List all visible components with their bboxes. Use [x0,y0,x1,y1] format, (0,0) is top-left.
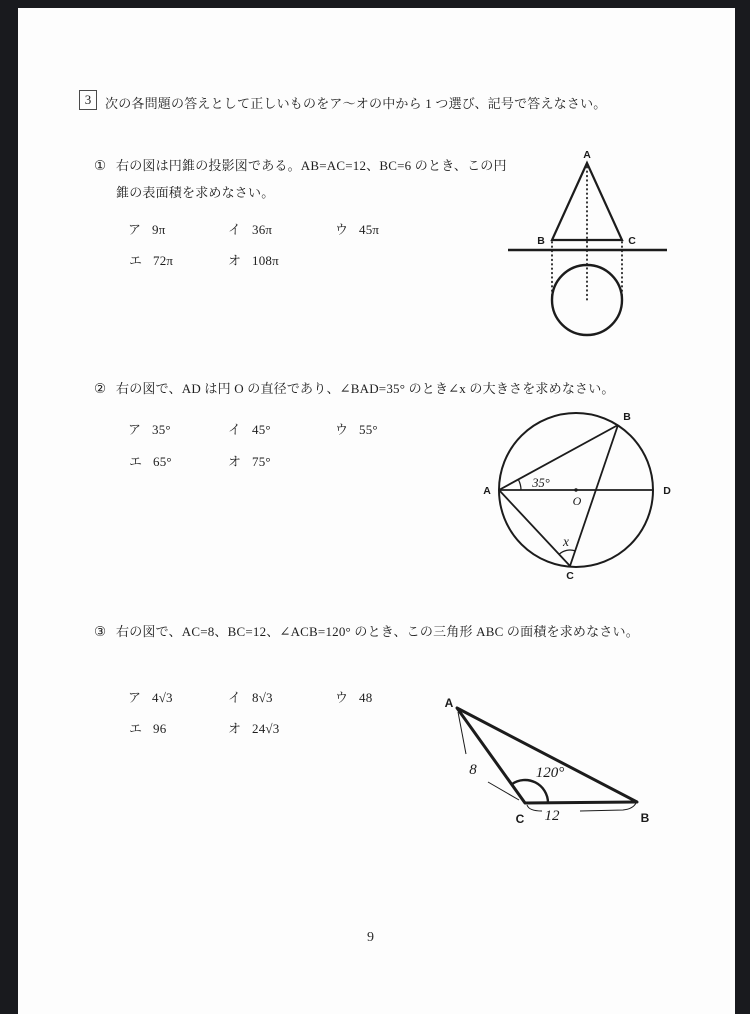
problem-2-marker: ② [94,381,107,396]
problem-3-option-e [129,718,166,737]
problem-1-option-e [129,250,173,269]
circle-figure [480,398,680,593]
triangle-figure [430,685,680,845]
option-label: ア [128,690,142,705]
option-value: 75° [252,454,271,469]
option-value: 72π [153,253,174,268]
angle-arc-a [518,480,521,491]
question-number-box: 3 [79,90,97,110]
option-label: イ [228,222,242,237]
center-o-label: O [572,494,582,508]
problem-3-text: 右の図で、AC=8、BC=12、∠ACB=120° のとき、この三角形 ABC の面積を求めなさい。 [116,624,639,639]
option-value: 108π [252,253,279,268]
problem-1-option-a [128,219,165,238]
point-c-label: C [566,570,574,582]
problem-2-line-1 [94,378,615,397]
option-label: オ [228,253,242,268]
point-a-label: A [483,485,491,497]
option-value: 36π [252,222,273,237]
problem-2-option-u [335,419,378,438]
option-value: 48 [359,690,373,705]
problem-2-option-a [128,419,171,438]
option-label: オ [228,454,242,469]
option-label: エ [129,721,143,736]
problem-3-option-a [128,687,173,706]
option-label: オ [228,721,242,736]
vertex-a-label: A [444,696,454,710]
vertex-c-label: C [628,235,636,247]
option-value: 55° [359,422,378,437]
option-value: 9π [152,222,166,237]
option-label: エ [129,454,143,469]
problem-1-option-o [228,250,279,269]
figure-3-labels [445,696,650,826]
vertex-c-label: C [515,812,525,826]
problem-1-option-u [335,219,379,238]
option-value: 24√3 [252,721,280,736]
problem-1-line-1 [94,155,507,174]
side-cb-length-label: 12 [544,808,560,824]
problem-3-line-1 [94,621,639,640]
problem-2-option-i [228,419,271,438]
problem-2-option-o [228,451,271,470]
option-value: 45π [359,222,380,237]
vertex-b-label: B [537,235,545,247]
option-value: 4√3 [152,690,173,705]
problem-3-option-i [228,687,273,706]
problem-3-marker: ③ [94,624,107,639]
problem-3-option-o [228,718,279,737]
option-value: 35° [152,422,171,437]
problem-3-option-u [335,687,372,706]
angle-120-label: 120° [535,765,565,781]
option-value: 8√3 [252,690,273,705]
chord-ab [499,425,618,490]
option-label: ウ [335,222,349,237]
projection-dotted-lines [552,167,622,303]
page-number: 9 [367,930,374,945]
option-label: ウ [335,422,349,437]
triangle-abc [457,708,637,803]
figure-2-shapes [499,413,653,567]
problem-1-text: 右の図は円錐の投影図である。AB=AC=12、BC=6 のとき、この円 [116,158,507,173]
problem-2-text: 右の図で、AD は円 O の直径であり、∠BAD=35° のとき∠x の大きさを求めなさい。 [116,381,615,396]
figure-1-shapes [508,163,667,335]
figure-3-shapes [457,708,637,811]
problem-2-option-e [129,451,172,470]
angle-35-label: 35° [532,476,550,490]
side-ac-length-label: 8 [469,762,477,778]
vertex-b-label: B [640,811,650,825]
option-label: イ [228,422,242,437]
problem-1-line-2: 錐の表面積を求めなさい。 [116,185,275,200]
instruction-text: 次の各問題の答えとして正しいものをア～オの中から 1 つ選び、記号で答えなさい。 [105,96,607,111]
option-value: 45° [252,422,271,437]
option-label: イ [228,690,242,705]
center-dot [574,488,577,491]
option-label: ウ [335,690,349,705]
document-page [18,8,735,1014]
cone-projection-figure [493,145,678,345]
angle-x-label: x [563,534,569,549]
option-label: ア [128,422,142,437]
vertex-a-label: A [583,149,591,161]
problem-1-marker: ① [94,158,107,173]
option-value: 96 [153,721,167,736]
option-label: エ [129,253,143,268]
point-d-label: D [663,485,671,497]
option-label: ア [128,222,142,237]
option-value: 65° [153,454,172,469]
point-b-label: B [623,411,631,423]
problem-1-option-i [228,219,272,238]
angle-arc-c [559,550,575,554]
